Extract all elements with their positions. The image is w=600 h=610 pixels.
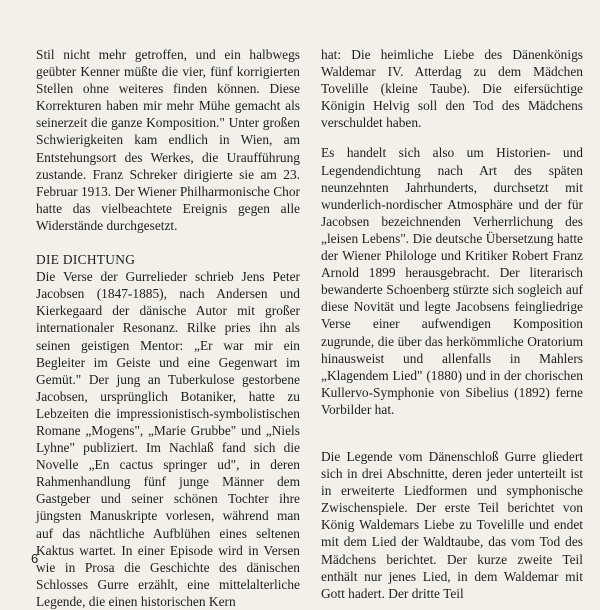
legend-paragraph: Es handelt sich also um Historien- und Legendendichtung nach Art des späten neunzehnten Jahrhunderts, durchsetzt mit wunderlich-nordischer Atmosphäre und der für Jacobsen bezeichnenden Verherrlichung des „leisen Lebens". Die deutsche Übersetzung hatte der Wiener Philologe und Kritiker Robert Franz Arnold 1899 herausgebracht. Der literarisch bewanderte Schoenberg stürzte sich sogleich auf diese Novität und legte Jacobsens feingliedrige Verse einer aufwendigen Komposition zugrunde, die über das herkömmliche Oratorium hinausweist und allenfalls in Mahlers „Klagendem Lied" (1880) und in der chorischen Kullervo-Symphonie von Sibelius (1892) ferne Vorbilder hat. <box>321 145 583 417</box>
left-column <box>36 46 300 610</box>
section-heading: DIE DICHTUNG <box>36 252 136 268</box>
intro-paragraph: Stil nicht mehr getroffen, und ein halbwegs geübter Kenner müßte die vier, fünf korrigierten Stellen ohne weiteres finden können. Diese Korrekturen haben mir mehr Mühe gemacht als seinerzeit die ganze Komposition." Unter großen Schwierigkeiten kam endlich in Wien, am Entstehungsort des Werkes, die Uraufführung zustande. Franz Schreker dirigierte sie am 23. Februar 1913. Der Wiener Philharmonische Chor hatte das vielbeachtete Ereignis gegen alle Widerstände durchgesetzt. <box>36 47 300 233</box>
right-column <box>321 46 583 602</box>
dichtung-paragraph: Die Verse der Gurrelieder schrieb Jens Peter Jacobsen (1847-1885), nach Andersen und Kierkegaard der dänische Autor mit großer internationaler Resonanz. Rilke pries ihn als seinen geistigen Mentor: „Er war mir ein Begleiter im Geiste und eine Gegenwart im Gemüt." Der jung an Tuberkulose gestorbene Jacobsen, ursprünglich Botaniker, hatte zu Lebzeiten die impressionistisch-symbolistischen Romane „Mogens", „Marie Grubbe" und „Niels Lyhne" publiziert. Im Nachlaß fand sich die Novelle „En cactus springer ud", in deren Rahmenhandlung fünf junge Männer dem Gastgeber und seiner schönen Tochter ihre jüngsten Manuskripte vorlesen, während man auf das nächtliche Aufblühen eines seltenen Kaktus wartet. In einer Episode wird in Versen wie in Prosa die Geschichte des dänischen Schlosses Gurre erzählt, eine mittelalterliche Legende, die einen historischen Kern <box>36 269 300 609</box>
structure-paragraph: Die Legende vom Dänenschloß Gurre gliedert sich in drei Abschnitte, deren jeder unterteilt ist in erweiterte Liedformen und symphonische Zwischenspiele. Der erste Teil berichtet von König Waldemars Liebe zu Tovelille und endet mit dem Lied der Waldtaube, das vom Tod des Mädchens berichtet. Der kurze zweite Teil enthält nur jenes Lied, in dem Waldemar mit Gott hadert. Der dritte Teil <box>321 448 583 601</box>
continuation-paragraph: hat: Die heimliche Liebe des Dänenkönigs Waldemar IV. Atterdag zu dem Mädchen Tovelille (kleine Taube). Die eifersüchtige Königin Helvig soll den Tod des Mädchens verschuldet haben. <box>321 47 583 131</box>
page-number: 6 <box>31 551 39 566</box>
